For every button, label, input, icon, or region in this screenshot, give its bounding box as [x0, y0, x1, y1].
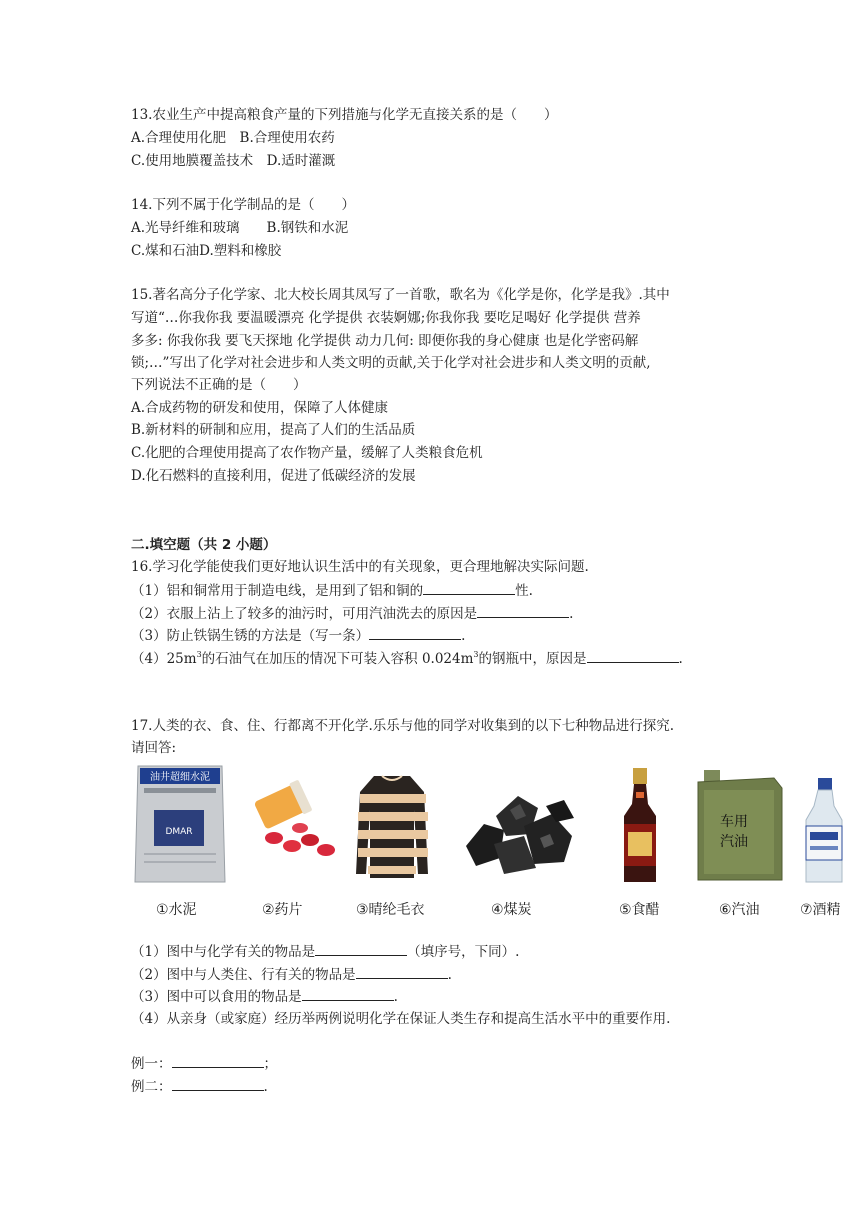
q14-options-ab: A.光导纤维和玻璃 B.钢铁和水泥 — [131, 220, 349, 236]
q15-stem-line-2: 写道“…你我你我 要温暖漂亮 化学提供 衣装婀娜;你我你我 要吃足喝好 化学提供 营养 — [131, 310, 641, 326]
gasoline-can-image — [694, 768, 786, 886]
q13-stem: 13.农业生产中提高粮食产量的下列措施与化学无直接关系的是（ ） — [131, 107, 558, 123]
q16-part-4 — [131, 649, 683, 668]
q17-example-2 — [131, 1077, 268, 1096]
q15-stem-line-4: 锁;…”写出了化学对社会进步和人类文明的贡献,关于化学对社会进步和人类文明的贡献, — [131, 355, 651, 371]
q16-part-4-text-c: 的钢瓶中，原因是 — [478, 651, 587, 667]
q17-part-2-text: （2）图中与人类住、行有关的物品是 — [131, 967, 356, 983]
q16-part-3 — [131, 626, 465, 645]
q15-stem-line-1: 15.著名高分子化学家、北大校长周其凤写了一首歌，歌名为《化学是你，化学是我》.其中 — [131, 287, 670, 303]
sweater-image — [352, 770, 432, 882]
q17-answer-blank-2[interactable] — [356, 965, 448, 979]
gasoline-can-label-1: 车用 — [720, 814, 748, 830]
q17-example-1-label: 例一： — [131, 1056, 172, 1072]
q16-part-2-suffix: . — [569, 606, 574, 622]
caption-sweater: ③晴纶毛衣 — [356, 902, 425, 918]
q15-option-a: A.合成药物的研发和使用，保障了人体健康 — [131, 400, 389, 416]
q15-stem-line-3: 多多: 你我你我 要飞天探地 化学提供 动力几何: 即便你我的身心健康 也是化学密码解 — [131, 333, 639, 349]
q17-stem-line-1: 17.人类的衣、食、住、行都离不开化学.乐乐与他的同学对收集到的以下七种物品进行探究. — [131, 718, 675, 734]
q17-part-1-suffix: （填序号，下同）. — [407, 944, 520, 960]
q16-part-4-text-a: （4）25m — [131, 651, 197, 667]
q17-example-blank-1[interactable] — [172, 1054, 264, 1068]
coal-image — [460, 786, 580, 878]
q16-answer-blank-3[interactable] — [369, 626, 461, 640]
q16-part-2-text: （2）衣服上沾上了较多的油污时，可用汽油洗去的原因是 — [131, 606, 478, 622]
q16-part-4-sup-1: 3 — [196, 650, 202, 659]
q17-part-3-text: （3）图中可以食用的物品是 — [131, 989, 302, 1005]
q16-part-1-text: （1）铝和铜常用于制造电线，是用到了铝和铜的 — [131, 583, 424, 599]
q17-answer-blank-1[interactable] — [315, 942, 407, 956]
q15-stem-line-5: 下列说法不正确的是（ ） — [131, 377, 307, 393]
caption-alcohol: ⑦酒精 — [800, 902, 841, 918]
q17-example-2-label: 例二： — [131, 1079, 172, 1095]
q17-answer-blank-3[interactable] — [302, 987, 394, 1001]
cement-bag-image — [132, 762, 228, 886]
q17-part-3 — [131, 987, 398, 1006]
q16-part-4-text-b: 的石油气在加压的情况下可装入容积 0.024m — [201, 651, 474, 667]
q16-part-4-suffix: . — [678, 651, 683, 667]
q15-option-b: B.新材料的研制和应用，提高了人们的生活品质 — [131, 422, 416, 438]
q17-example-1 — [131, 1054, 277, 1073]
q16-part-3-suffix: . — [461, 628, 466, 644]
q15-option-d: D.化石燃料的直接利用，促进了低碳经济的发展 — [131, 468, 416, 484]
q17-part-1 — [131, 942, 519, 961]
q17-part-1-text: （1）图中与化学有关的物品是 — [131, 944, 316, 960]
q16-part-1 — [131, 581, 533, 600]
q16-part-1-suffix: 性. — [515, 583, 533, 599]
q17-part-2 — [131, 965, 452, 984]
q15-option-c: C.化肥的合理使用提高了农作物产量，缓解了人类粮食危机 — [131, 445, 483, 461]
q16-answer-blank-4[interactable] — [587, 649, 679, 663]
cement-bag-title: 油井超细水泥 — [150, 772, 210, 783]
vinegar-bottle-image — [618, 766, 662, 886]
q17-part-4: （4）从亲身（或家庭）经历举两例说明化学在保证人类生存和提高生活水平中的重要作用. — [131, 1011, 671, 1027]
q14-options-cd: C.煤和石油D.塑料和橡胶 — [131, 243, 282, 259]
q17-part-2-suffix: . — [447, 967, 452, 983]
q16-stem: 16.学习化学能使我们更好地认识生活中的有关现象，更合理地解决实际问题. — [131, 559, 589, 575]
q14-stem: 14.下列不属于化学制品的是（ ） — [131, 197, 355, 213]
q17-example-2-suffix: . — [263, 1079, 268, 1095]
cement-brand-label: DMAR — [165, 827, 193, 837]
q17-stem-line-2: 请回答: — [131, 740, 177, 756]
section-title: 二.填空题（共 2 小题） — [131, 537, 277, 553]
q16-part-2 — [131, 604, 573, 623]
q13-options-ab: A.合理使用化肥 B.合理使用农药 — [131, 130, 335, 146]
alcohol-bottle-image — [804, 776, 844, 886]
gasoline-can-label-2: 汽油 — [720, 834, 748, 850]
pills-image — [244, 776, 344, 866]
q13-options-cd: C.使用地膜覆盖技术 D.适时灌溉 — [131, 153, 336, 169]
q16-answer-blank-2[interactable] — [477, 604, 569, 618]
caption-pills: ②药片 — [262, 902, 303, 918]
caption-vinegar: ⑤食醋 — [619, 902, 660, 918]
caption-cement: ①水泥 — [156, 902, 197, 918]
q16-part-4-sup-2: 3 — [473, 650, 479, 659]
q17-part-3-suffix: . — [393, 989, 398, 1005]
caption-gasoline: ⑥汽油 — [719, 902, 760, 918]
caption-coal: ④煤炭 — [491, 902, 532, 918]
q16-part-3-text: （3）防止铁锅生锈的方法是（写一条） — [131, 628, 370, 644]
q17-example-1-suffix: ； — [263, 1056, 277, 1072]
q17-example-blank-2[interactable] — [172, 1077, 264, 1091]
q16-answer-blank-1[interactable] — [423, 581, 515, 595]
